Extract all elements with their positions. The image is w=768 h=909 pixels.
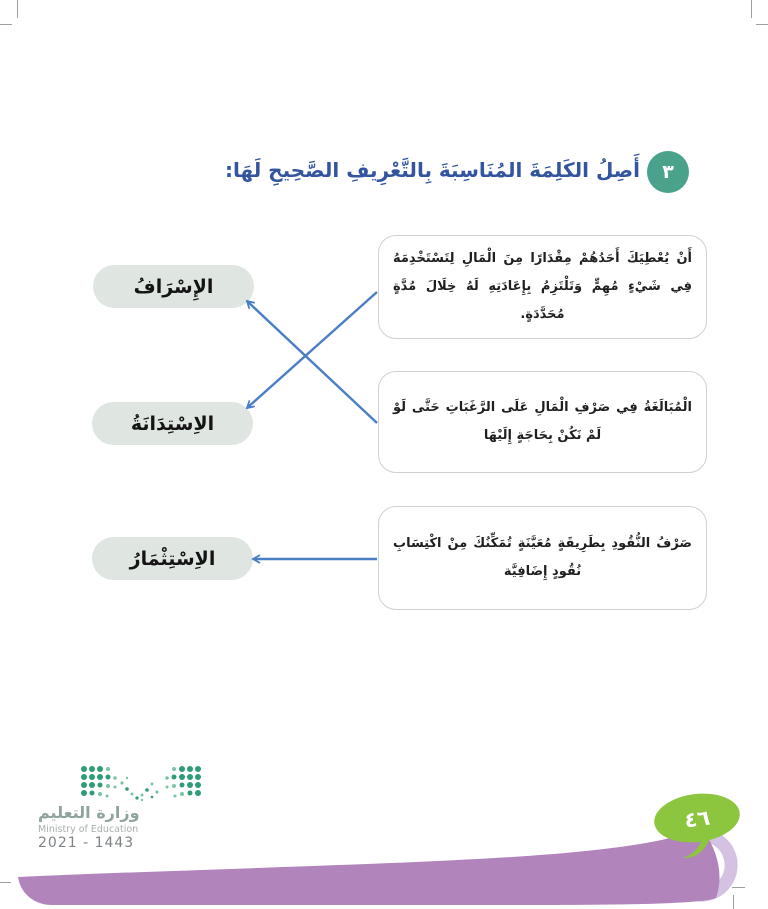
footer-ribbon bbox=[18, 827, 720, 905]
moe-logo-subtitle: Ministry of Education bbox=[38, 824, 139, 835]
connection-line-def1-word2 bbox=[247, 292, 377, 408]
edition-years: 2021 - 1443 bbox=[38, 835, 135, 851]
crop-mark bbox=[751, 0, 752, 18]
crop-mark bbox=[756, 24, 768, 25]
exercise-number-badge bbox=[647, 151, 689, 193]
definition-card-1 bbox=[378, 235, 707, 339]
footer-ribbon-art bbox=[0, 780, 768, 909]
crop-mark bbox=[17, 0, 18, 18]
word-pill-istithmar bbox=[92, 537, 253, 580]
definition-text: صَرْفُ النُّقُودِ بِطَرِيقَةٍ مُعَيَّنَةٍ تُمَكِّنُكَ مِنْ اكْتِسَابِ نُقُودٍ إِضَافِيَّة bbox=[393, 536, 692, 579]
definition-text: أَنْ يُعْطِيَكَ أَحَدُهُمْ مِقْدَارًا مِنَ الْمَالِ لِتَسْتَخْدِمَهُ فِي شَيْءٍ مُهِمٍّ وَتَلْتَزِمُ بِإِعَادَتِهِ لَهُ خِلَالَ مُدَّةٍ مُحَدَّدَةٍ. bbox=[393, 251, 692, 322]
word-pill-israf bbox=[93, 265, 254, 308]
exercise-number: ٣ bbox=[662, 161, 674, 183]
word-label: الإِسْرَافُ bbox=[133, 275, 214, 298]
word-label: الاِسْتِثْمَارُ bbox=[129, 547, 216, 570]
word-pill-istidanah bbox=[92, 402, 253, 445]
crop-mark bbox=[0, 24, 12, 25]
page-number: ٤٦ bbox=[682, 805, 712, 833]
word-label: الاِسْتِدَانَةُ bbox=[130, 412, 215, 435]
definition-card-3 bbox=[378, 506, 707, 610]
definition-text: الْمُبَالَغَةُ فِي صَرْفِ الْمَالِ عَلَى الرَّغَبَاتِ حَتَّى لَوْ لَمْ نَكُنْ بِحَاجَةٍ إِلَيْهَا bbox=[393, 400, 692, 443]
definition-card-2 bbox=[378, 371, 707, 473]
connection-line-def2-word1 bbox=[247, 301, 377, 423]
exercise-title: أَصِلُ الكَلِمَةَ المُنَاسِبَةَ بِالتَّعْرِيفِ الصَّحِيحِ لَهَا: bbox=[225, 158, 640, 182]
moe-logo-wordmark: وزارة التعليم bbox=[38, 803, 140, 822]
